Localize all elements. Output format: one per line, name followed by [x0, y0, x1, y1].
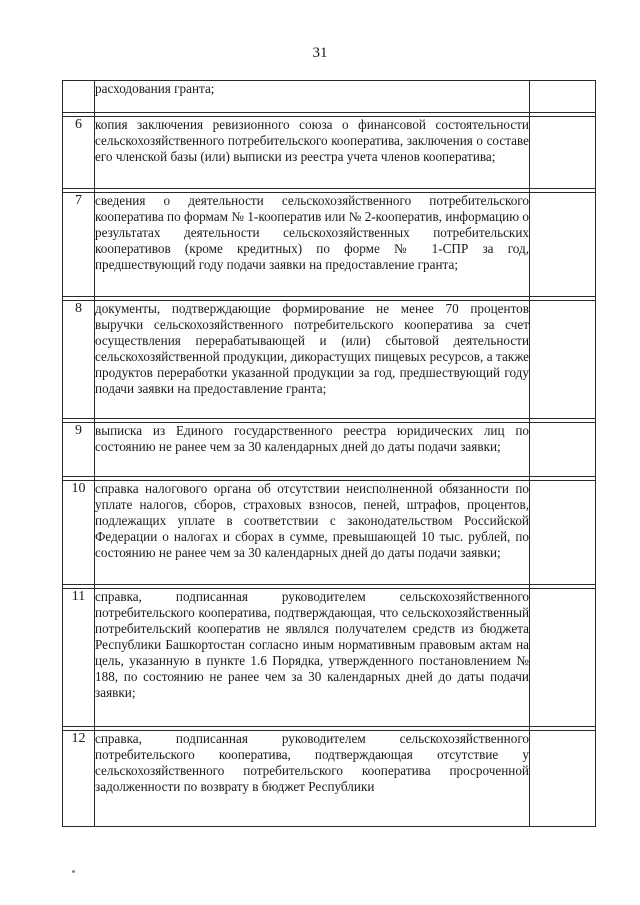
table-row [63, 301, 596, 419]
table-row [63, 423, 596, 477]
row-text: справка налогового органа об отсутствии неисполненной обязанности по уплате налогов, сборов, страховых взносов, пеней, штрафов, процентов, подлежащих уплате в соответствии с законодательством Российской Федерации о налогах и сборах в сумме, превышающей 10 тыс. рублей, по состоянию не ранее чем за 30 календарных дней до даты подачи заявки; [95, 481, 530, 585]
row-text: документы, подтверждающие формирование не менее 70 процентов выручки сельскохозяйственного потребительского кооператива за счет осуществления перерабатывающей и (или) сбытовой деятельности сельскохозяйственной продукции, дикорастущих пищевых ресурсов, а также продуктов переработки указанной продукции за год, предшествующий году подачи заявки на предоставление гранта; [95, 301, 530, 419]
row-number: 12 [63, 731, 95, 827]
page-number: 31 [312, 45, 328, 61]
row-number: 8 [63, 301, 95, 419]
row-empty-cell [530, 117, 596, 189]
row-text: копия заключения ревизионного союза о финансовой состоятельности сельскохозяйственного потребительского кооператива, заключения о составе его членской базы (или) выписки из реестра учета членов кооператива; [95, 117, 530, 189]
row-empty-cell [530, 301, 596, 419]
row-number: 7 [63, 193, 95, 297]
row-text: выписка из Единого государственного реестра юридических лиц по состоянию не ранее чем за 30 календарных дней до даты подачи заявки; [95, 423, 530, 477]
row-empty-cell [530, 731, 596, 827]
row-number [63, 81, 95, 113]
table-row [63, 481, 596, 585]
table-row [63, 193, 596, 297]
row-empty-cell [530, 589, 596, 727]
row-empty-cell [530, 193, 596, 297]
row-text: расходования гранта; [95, 81, 530, 113]
table-row [63, 589, 596, 727]
row-empty-cell [530, 481, 596, 585]
row-number: 11 [63, 589, 95, 727]
table-row [63, 731, 596, 827]
scan-speck [72, 870, 75, 873]
row-text: справка, подписанная руководителем сельскохозяйственного потребительского кооператива, подтверждающая отсутствие у сельскохозяйственного потребительского кооператива просроченной задолженности по возврату в бюджет Республики [95, 731, 530, 827]
row-number: 10 [63, 481, 95, 585]
document-table [62, 80, 596, 827]
row-text: справка, подписанная руководителем сельскохозяйственного потребительского кооператива, подтверждающая, что сельскохозяйственный потребительский кооператив не являлся получателем средств из бюджета Республики Башкортостан согласно иным нормативным правовым актам на цель, указанную в пункте 1.6 Порядка, утвержденного постановлением № 188, по состоянию не ранее чем за 30 календарных дней до даты подачи заявки; [95, 589, 530, 727]
row-text: сведения о деятельности сельскохозяйственного потребительского кооператива по формам № 1-кооператив или № 2-кооператив, информацию о результатах деятельности сельскохозяйственных потребительских кооперативов (кроме кредитных) по форме № 1-СПР за год, предшествующий году подачи заявки на предоставление гранта; [95, 193, 530, 297]
row-number: 6 [63, 117, 95, 189]
row-empty-cell [530, 81, 596, 113]
table-row [63, 81, 596, 113]
table-row [63, 117, 596, 189]
row-number: 9 [63, 423, 95, 477]
row-empty-cell [530, 423, 596, 477]
